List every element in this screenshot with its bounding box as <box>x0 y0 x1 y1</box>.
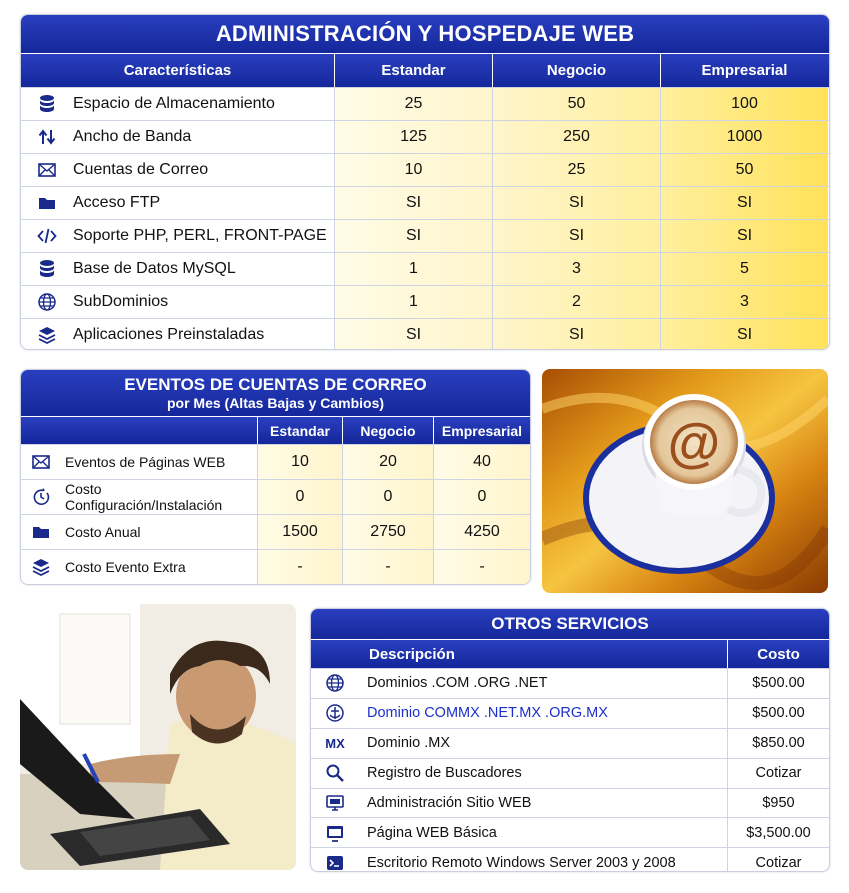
service-row <box>311 728 829 758</box>
service-cost: $500.00 <box>727 669 829 698</box>
service-cell <box>311 729 727 758</box>
hosting-row <box>21 318 829 350</box>
hosting-row <box>21 219 829 252</box>
feature-label: Base de Datos MySQL <box>73 260 236 277</box>
empresarial-value: 5 <box>660 253 828 285</box>
service-row <box>311 788 829 818</box>
header-descripcion <box>311 640 727 668</box>
negocio-value: 20 <box>342 445 433 479</box>
empresarial-value: SI <box>660 187 828 219</box>
search-icon <box>325 763 345 783</box>
service-label: Registro de Buscadores <box>367 765 522 782</box>
service-cost: Cotizar <box>727 759 829 788</box>
service-label: Administración Sitio WEB <box>367 795 532 811</box>
empresarial-value: - <box>433 550 530 584</box>
event-row <box>21 549 530 584</box>
service-cell <box>311 759 727 788</box>
estandar-value: 1 <box>334 253 492 285</box>
service-label: Página WEB Básica <box>367 824 497 841</box>
service-cost: $500.00 <box>727 699 829 728</box>
estandar-value: SI <box>334 220 492 252</box>
layers-icon <box>37 325 57 345</box>
service-label: Dominio .MX <box>367 735 450 752</box>
service-cost: $850.00 <box>727 729 829 758</box>
service-cell <box>311 818 727 847</box>
feature-label: Aplicaciones Preinstaladas <box>73 326 265 343</box>
header-costo: Costo <box>727 640 829 668</box>
service-cell <box>311 669 727 698</box>
negocio-value: 25 <box>492 154 660 186</box>
negocio-value: SI <box>492 319 660 350</box>
hosting-row <box>21 153 829 186</box>
hosting-row <box>21 87 829 120</box>
feature-cell <box>21 154 334 186</box>
empresarial-value: 1000 <box>660 121 828 153</box>
estandar-value: 25 <box>334 88 492 120</box>
service-label: Dominio COMMX .NET.MX .ORG.MX <box>367 705 608 722</box>
service-row <box>311 698 829 728</box>
event-cell <box>21 515 257 549</box>
service-cost: $3,500.00 <box>727 818 829 847</box>
estandar-value: SI <box>334 319 492 350</box>
database-icon <box>37 259 57 279</box>
feature-label: SubDominios <box>73 293 169 310</box>
header-empresarial: Empresarial <box>660 54 828 87</box>
feature-label: Cuentas de Correo <box>73 161 209 178</box>
negocio-value: SI <box>492 187 660 219</box>
service-label: Escritorio Remoto Windows Server 2003 y 2008 <box>367 854 676 871</box>
event-cell <box>21 550 257 584</box>
hosting-rows <box>21 87 829 350</box>
folder-icon <box>37 193 57 213</box>
event-label: Costo Configuración/Instalación <box>65 481 223 513</box>
bandwidth-arrows-icon <box>37 127 57 147</box>
folder-icon <box>31 522 51 542</box>
globe-icon <box>37 292 57 312</box>
mx-icon <box>325 733 345 753</box>
svg-text:MX: MX <box>325 736 345 752</box>
estandar-value: 10 <box>334 154 492 186</box>
feature-cell <box>21 319 334 350</box>
estandar-value: 10 <box>257 445 342 479</box>
service-cost: $950 <box>727 789 829 818</box>
email-events-title: EVENTOS DE CUENTAS DE CORREO <box>124 375 427 394</box>
feature-label: Espacio de Almacenamiento <box>73 95 275 112</box>
estandar-value: SI <box>334 187 492 219</box>
empresarial-value: 3 <box>660 286 828 318</box>
negocio-value: 0 <box>342 480 433 514</box>
email-events-titlebar <box>21 370 530 416</box>
hosting-row <box>21 252 829 285</box>
event-row <box>21 479 530 514</box>
code-icon <box>37 226 57 246</box>
negocio-value: 250 <box>492 121 660 153</box>
monitor-icon <box>325 793 345 813</box>
negocio-value: SI <box>492 220 660 252</box>
service-cost: Cotizar <box>727 848 829 872</box>
negocio-value: 2 <box>492 286 660 318</box>
feature-label: Acceso FTP <box>73 194 161 211</box>
email-events-subtitle: por Mes (Altas Bajas y Cambios) <box>166 395 385 411</box>
layers-icon <box>31 557 51 577</box>
service-row <box>311 758 829 788</box>
header-estandar: Estandar <box>257 417 342 444</box>
estandar-value: 0 <box>257 480 342 514</box>
header-caracteristicas: Características <box>123 62 232 79</box>
man-laptop-photo <box>20 604 296 870</box>
coffee-cup-photo <box>542 369 828 593</box>
services-header <box>311 639 829 668</box>
email-events-rows <box>21 444 530 584</box>
hosting-row <box>21 120 829 153</box>
service-row <box>311 817 829 847</box>
negocio-value: 2750 <box>342 515 433 549</box>
email-events-panel <box>20 369 531 585</box>
empresarial-value: 4250 <box>433 515 530 549</box>
estandar-value: - <box>257 550 342 584</box>
feature-cell <box>21 220 334 252</box>
service-cell <box>311 789 727 818</box>
event-label: Costo Anual <box>65 524 141 540</box>
header-negocio: Negocio <box>342 417 433 444</box>
feature-cell <box>21 121 334 153</box>
estandar-value: 1 <box>334 286 492 318</box>
event-cell <box>21 445 257 479</box>
svg-text:@: @ <box>667 413 721 473</box>
hosting-title: ADMINISTRACIÓN Y HOSPEDAJE WEB <box>21 15 829 53</box>
database-icon <box>37 94 57 114</box>
service-cell <box>311 699 727 728</box>
header-negocio: Negocio <box>492 54 660 87</box>
feature-cell <box>21 187 334 219</box>
envelope-icon <box>37 160 57 180</box>
estandar-value: 125 <box>334 121 492 153</box>
services-panel <box>310 608 830 872</box>
hosting-header <box>21 53 829 87</box>
empresarial-value: SI <box>660 220 828 252</box>
header-estandar: Estandar <box>334 54 492 87</box>
estandar-value: 1500 <box>257 515 342 549</box>
event-row <box>21 514 530 549</box>
hosting-row <box>21 285 829 318</box>
header-blank <box>21 417 257 444</box>
envelope-icon <box>31 452 51 472</box>
email-events-header <box>21 416 530 444</box>
hosting-panel <box>20 14 830 350</box>
service-row <box>311 847 829 872</box>
feature-label: Soporte PHP, PERL, FRONT-PAGE <box>73 227 327 244</box>
negocio-value: - <box>342 550 433 584</box>
empresarial-value: 40 <box>433 445 530 479</box>
feature-label: Ancho de Banda <box>73 128 192 145</box>
setup-clock-icon <box>31 487 51 507</box>
negocio-value: 3 <box>492 253 660 285</box>
web-page-icon <box>325 823 345 843</box>
service-cell <box>311 848 727 872</box>
empresarial-value: 0 <box>433 480 530 514</box>
hosting-row <box>21 186 829 219</box>
event-cell <box>21 480 257 514</box>
header-descripcion-label: Descripción <box>369 645 455 663</box>
feature-cell <box>21 286 334 318</box>
feature-cell <box>21 253 334 285</box>
event-label: Costo Evento Extra <box>65 559 186 575</box>
feature-cell <box>21 88 334 120</box>
empresarial-value: 50 <box>660 154 828 186</box>
header-empresarial: Empresarial <box>433 417 530 444</box>
globe-icon <box>325 673 345 693</box>
event-label: Eventos de Páginas WEB <box>65 454 226 470</box>
service-row <box>311 668 829 698</box>
services-rows <box>311 668 829 872</box>
event-row <box>21 444 530 479</box>
empresarial-value: 100 <box>660 88 828 120</box>
services-title: OTROS SERVICIOS <box>311 609 829 639</box>
anchor-globe-icon <box>325 703 345 723</box>
terminal-icon <box>325 853 345 872</box>
empresarial-value: SI <box>660 319 828 350</box>
service-label: Dominios .COM .ORG .NET <box>367 675 548 692</box>
negocio-value: 50 <box>492 88 660 120</box>
